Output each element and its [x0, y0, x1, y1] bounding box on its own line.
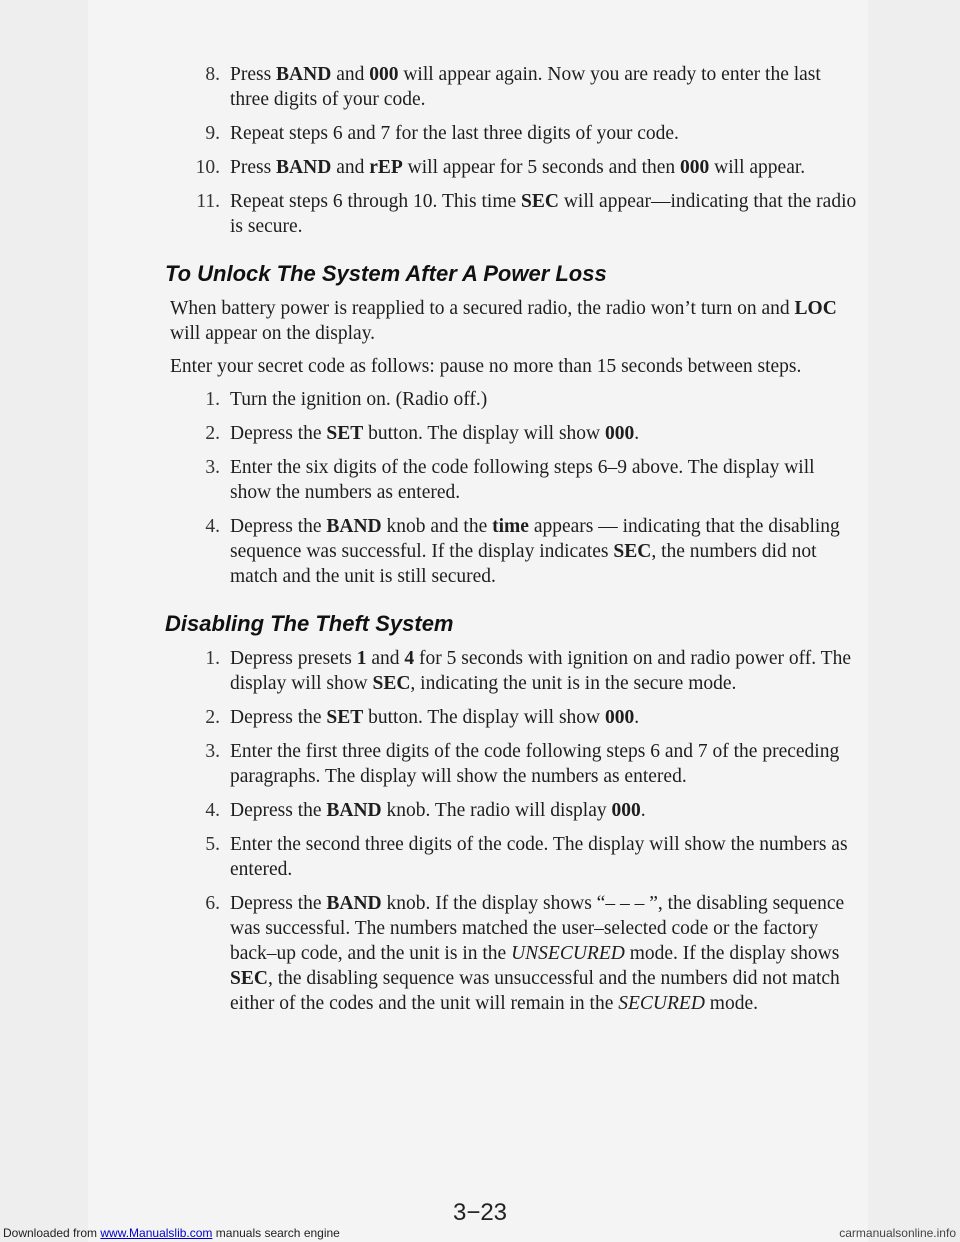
list-item — [170, 739, 860, 789]
text-run: knob. The radio will display — [381, 800, 612, 821]
text-run: Depress presets — [230, 648, 357, 669]
footer — [0, 1226, 960, 1242]
step-text — [230, 423, 639, 444]
step-number: 1. — [205, 648, 220, 669]
text-run: Press — [230, 157, 277, 178]
step-number: 2. — [205, 423, 220, 444]
bold-term: 1 — [356, 648, 367, 669]
text-run: will appear for 5 seconds and then — [402, 157, 681, 178]
steps-list-unlock — [170, 387, 860, 589]
bold-term: time — [492, 516, 529, 537]
text-run: Depress the — [230, 893, 327, 914]
text-run: Depress the — [230, 423, 327, 444]
text-run: Enter your secret code as follows: pause no more than 15 seconds between steps. — [170, 356, 802, 377]
list-item — [170, 121, 860, 146]
text-run: Depress the — [230, 516, 327, 537]
bold-term: 000 — [605, 423, 635, 444]
step-number: 2. — [205, 707, 220, 728]
text-run: will appear—indicating that the radio is secure. — [230, 191, 857, 237]
text-run: Depress the — [230, 707, 327, 728]
bold-term: BAND — [326, 800, 382, 821]
text-run: When battery power is reapplied to a secured radio, the radio won’t turn on and — [170, 298, 795, 319]
download-prefix: Downloaded from — [3, 1226, 101, 1240]
bold-term: SET — [326, 423, 364, 444]
bold-term: SEC — [372, 673, 411, 694]
step-text — [230, 741, 839, 787]
page-number: 3−23 — [452, 1199, 508, 1226]
text-run: knob and the — [381, 516, 493, 537]
list-item — [170, 62, 860, 112]
italic-term: SECURED — [618, 993, 705, 1014]
text-run: Enter the six digits of the code following steps 6–9 above. The display will show the numbers as entered. — [230, 457, 815, 503]
bold-term: 000 — [369, 64, 399, 85]
list-item — [170, 798, 860, 823]
text-run: Turn the ignition on. (Radio off.) — [230, 389, 488, 410]
text-run: . — [640, 800, 646, 821]
step-number: 3. — [205, 741, 220, 762]
step-text — [230, 123, 679, 144]
step-number: 11. — [196, 191, 220, 212]
text-run: Enter the first three digits of the code following steps 6 and 7 of the preceding paragraphs. The display will show the numbers as entered. — [230, 741, 840, 787]
bold-term: LOC — [794, 298, 837, 319]
text-run: , the numbers did not match and the unit is still secured. — [230, 541, 817, 587]
text-run: knob. If the display shows “– – – ”, the disabling sequence was successful. The numbers matched the user–selected code or the factory back–up code, and the unit is in the — [230, 893, 845, 964]
bold-term: BAND — [276, 157, 332, 178]
step-number: 8. — [205, 64, 220, 85]
text-run: , indicating the unit is in the secure mode. — [410, 673, 737, 694]
bold-term: BAND — [276, 64, 332, 85]
step-number: 4. — [205, 516, 220, 537]
section-heading-disabling: Disabling The Theft System — [165, 611, 454, 636]
text-run: appears — indicating that the disabling sequence was successful. If the display indicates — [230, 516, 840, 562]
steps-list-coding — [170, 62, 860, 239]
step-text — [230, 834, 848, 880]
download-notice — [3, 1226, 340, 1240]
text-run: Press — [230, 64, 277, 85]
bold-term: rEP — [369, 157, 403, 178]
step-number: 1. — [205, 389, 220, 410]
list-item — [170, 455, 860, 505]
body-paragraph — [170, 296, 860, 346]
text-run: and — [366, 648, 405, 669]
list-item — [170, 387, 860, 412]
text-run: will appear again. Now you are ready to enter the last three digits of your code. — [230, 64, 821, 110]
unlock-paragraphs — [170, 296, 860, 379]
steps-list-disabling — [170, 646, 860, 1016]
text-run: . — [634, 707, 640, 728]
step-text — [230, 64, 821, 110]
bold-term: BAND — [326, 893, 382, 914]
step-number: 9. — [205, 123, 220, 144]
watermark: carmanualsonline.info — [839, 1226, 956, 1240]
bold-term: 000 — [605, 707, 635, 728]
italic-term: UNSECURED — [511, 943, 625, 964]
step-text — [230, 516, 840, 587]
text-run: button. The display will show — [363, 707, 606, 728]
step-text — [230, 389, 487, 410]
step-text — [230, 191, 856, 237]
step-text — [230, 157, 805, 178]
step-text — [230, 893, 844, 1014]
text-run: Depress the — [230, 800, 327, 821]
bold-term: SEC — [230, 968, 268, 989]
step-text — [230, 648, 851, 694]
text-run: button. The display will show — [363, 423, 606, 444]
manualslib-link[interactable]: www.Manualslib.com — [100, 1226, 213, 1240]
section-heading-unlock: To Unlock The System After A Power Loss — [165, 261, 607, 286]
bold-term: SEC — [613, 541, 652, 562]
bold-term: 000 — [680, 157, 710, 178]
text-run: mode. — [704, 993, 758, 1014]
step-number: 6. — [205, 893, 220, 914]
text-run: and — [331, 64, 370, 85]
list-item — [170, 189, 860, 239]
body-paragraph — [170, 354, 860, 379]
list-item — [170, 891, 860, 1016]
text-run: . — [634, 423, 640, 444]
list-item — [170, 514, 860, 589]
text-run: for 5 seconds with ignition on and radio power off. The display will show — [230, 648, 851, 694]
download-suffix: manuals search engine — [212, 1226, 340, 1240]
bold-term: SEC — [521, 191, 559, 212]
text-run: , the disabling sequence was unsuccessful and the numbers did not match either of the codes and the unit will remain in the — [230, 968, 840, 1014]
list-item — [170, 832, 860, 882]
text-run: Repeat steps 6 through 10. This time — [230, 191, 522, 212]
list-item — [170, 646, 860, 696]
text-run: and — [331, 157, 370, 178]
text-run: mode. If the display shows — [624, 943, 840, 964]
list-item — [170, 421, 860, 446]
text-run: will appear. — [709, 157, 806, 178]
bold-term: 4 — [404, 648, 415, 669]
page-content — [165, 62, 860, 1025]
text-run: Enter the second three digits of the code. The display will show the numbers as entered. — [230, 834, 848, 880]
step-number: 10. — [195, 157, 220, 178]
list-item — [170, 155, 860, 180]
list-item — [170, 705, 860, 730]
step-text — [230, 707, 639, 728]
step-text — [230, 457, 815, 503]
step-number: 4. — [205, 800, 220, 821]
text-run: Repeat steps 6 and 7 for the last three digits of your code. — [230, 123, 679, 144]
text-run: will appear on the display. — [170, 323, 376, 344]
step-number: 5. — [205, 834, 220, 855]
step-text — [230, 800, 646, 821]
bold-term: BAND — [326, 516, 382, 537]
step-number: 3. — [205, 457, 220, 478]
bold-term: SET — [326, 707, 364, 728]
bold-term: 000 — [611, 800, 641, 821]
